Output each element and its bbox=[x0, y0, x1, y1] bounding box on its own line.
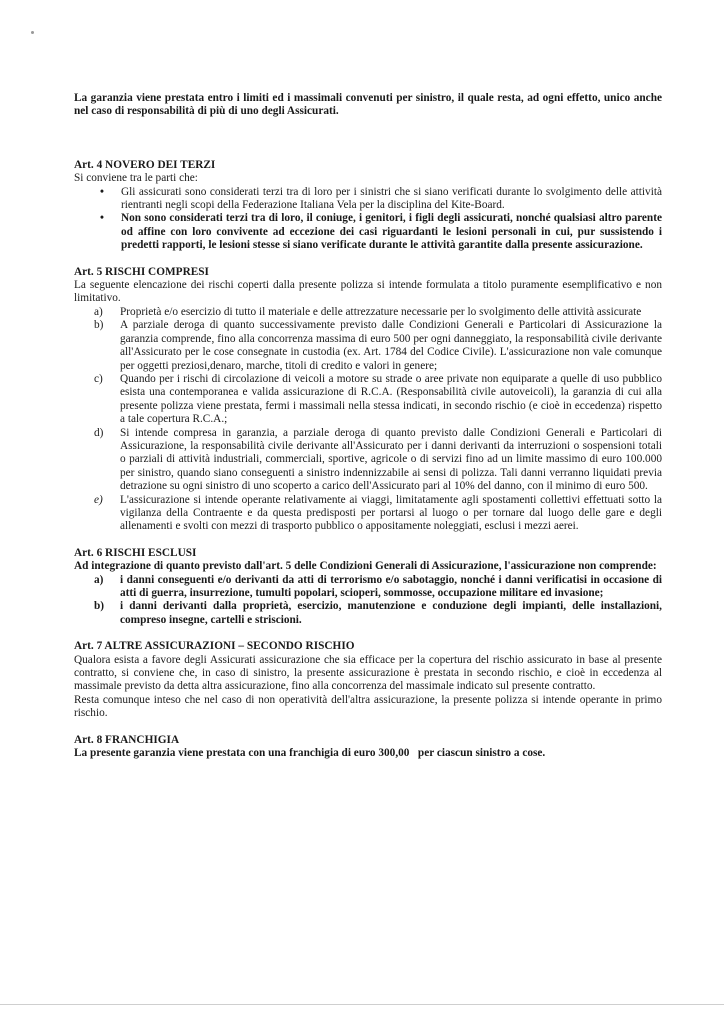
art4-bullet-text: Gli assicurati sono considerati terzi tra di loro per i sinistri che si siano verificati durante lo svolgimento delle attività rientranti negli scopi della Federazione Italiana Vela per la disciplina del Kite-Board. bbox=[121, 185, 662, 212]
bullet-icon: • bbox=[100, 212, 104, 225]
item-label: b) bbox=[94, 600, 105, 613]
item-label: b) bbox=[94, 319, 104, 332]
item-label: a) bbox=[94, 573, 104, 586]
art7-paragraph-2: Resta comunque inteso che nel caso di non operatività dell'altra assicurazione, la presente polizza si intende operante in primo rischio. bbox=[74, 693, 662, 720]
document-body bbox=[74, 92, 662, 760]
art4-bullet-list bbox=[74, 186, 662, 253]
art8-title: Art. 8 FRANCHIGIA bbox=[74, 733, 180, 746]
item-text: Quando per i rischi di circolazione di veicoli a motore su strade o aree private non equiparate a quelle di uso pubblico esista una contemporanea e valida assicurazione di R.C.A. (Responsabilità civile autoveicoli), la garanzia di cui alla presente polizza viene prestata, fermi i massimali nella stessa indicati, in secondo rischio (e cioè in eccedenza) rispetto a tale copertura R.C.A.; bbox=[120, 372, 662, 426]
item-label: a) bbox=[94, 305, 103, 318]
list-item bbox=[100, 186, 662, 213]
art7-paragraph-1: Qualora esista a favore degli Assicurati assicurazione che sia efficace per la copertura del rischio assicurato in base al presente contratto, si conviene che, in caso di sinistro, la presente assicurazione è prestata in secondo rischio, e cioè in eccedenza al massimale previsto da detta altra assicurazione, fino alla concorrenza del massimale indicato sul presente contratto. bbox=[74, 653, 662, 693]
art6-list bbox=[74, 574, 662, 628]
art5-list bbox=[74, 306, 662, 534]
item-text: Si intende compresa in garanzia, a parziale deroga di quanto previsto dalle Condizioni Generali e Particolari di Assicurazione, la responsabilità civile derivante all'Assicurato per i danni derivanti da interruzioni o sospensioni totali o parziali di attività industriali, commerciali, sportive, agricole o di servizi fino ad un limite massimo di euro 100.000 per sinistro, quando siano conseguenti a sinistro indennizzabile ai sensi di polizza. Tali danni verranno liquidati previa detrazione su ogni sinistro di uno scoperto a carico dell'Assicurato pari al 10% del danno, con il minimo di euro 500. bbox=[120, 426, 662, 493]
art6-title: Art. 6 RISCHI ESCLUSI bbox=[74, 546, 197, 559]
item-text: A parziale deroga di quanto successivamente previsto dalle Condizioni Generali e Particolari di Assicurazione la garanzia comprende, fino alla concorrenza massima di euro 500 per ogni danneggiato, la responsabilità civile derivante all'Assicurato per le cose consegnate in custodia (ex. Art. 1784 del Codice Civile). L'assicurazione non vale comunque per oggetti preziosi,denaro, marche, titoli di credito e valori in genere; bbox=[120, 319, 662, 372]
item-label: d) bbox=[94, 426, 104, 439]
item-label: c) bbox=[94, 372, 103, 385]
list-item bbox=[94, 494, 662, 534]
art4-lead: Si conviene tra le parti che: bbox=[74, 172, 198, 185]
item-text: i danni conseguenti e/o derivanti da atti di terrorismo e/o sabotaggio, nonché i danni verificatisi in occasione di atti di guerra, insurrezione, tumulti popolari, scioperi, sommosse, occupazione militare ed invasione; bbox=[120, 573, 662, 599]
art7-title: Art. 7 ALTRE ASSICURAZIONI – SECONDO RISCHIO bbox=[74, 640, 355, 653]
page-bottom-line bbox=[0, 1004, 724, 1005]
art6-section bbox=[74, 547, 662, 627]
art4-bullet-text: Non sono considerati terzi tra di loro, il coniuge, i genitori, i figli degli assicurati, nonché qualsiasi altro parente od affine con loro convivente ad eccezione dei casi riguardanti le lesioni personali in cui, pur sussistendo i predetti rapporti, le lesioni stesse si siano verificate durante le attività garantite dalla presente assicurazione. bbox=[121, 212, 662, 252]
item-text: L'assicurazione si intende operante relativamente ai viaggi, limitatamente agli spostamenti collettivi effettuati sotto la vigilanza della Contraente e da questa predisposti per portarsi al luogo o per tornare dal luogo delle gare e degli allenamenti e svolti con mezzi di trasporto pubblico o appositamente noleggiati, esclusi i mezzi aerei. bbox=[120, 493, 662, 533]
item-text: i danni derivanti dalla proprietà, esercizio, manutenzione e conduzione degli impianti, delle installazioni, compreso insegne, cartelli e striscioni. bbox=[120, 600, 662, 626]
list-item bbox=[94, 574, 662, 601]
item-label: e) bbox=[94, 493, 103, 506]
art5-section bbox=[74, 266, 662, 534]
list-item bbox=[94, 319, 662, 373]
art5-title: Art. 5 RISCHI COMPRESI bbox=[74, 265, 209, 278]
list-item bbox=[94, 427, 662, 494]
art6-lead: Ad integrazione di quanto previsto dall'art. 5 delle Condizioni Generali di Assicurazione, l'assicurazione non comprende: bbox=[74, 560, 657, 573]
art5-lead: La seguente elencazione dei rischi coperti dalla presente polizza si intende formulata a titolo puramente esemplificativo e non limitativo. bbox=[74, 279, 662, 305]
art8-text: La presente garanzia viene prestata con una franchigia di euro 300,00 per ciascun sinistro a cose. bbox=[74, 747, 546, 760]
list-item bbox=[94, 306, 662, 319]
intro-paragraph: La garanzia viene prestata entro i limiti ed i massimali convenuti per sinistro, il quale resta, ad ogni effetto, unico anche nel caso di responsabilità di più di uno degli Assicurati. bbox=[74, 92, 662, 118]
art7-section bbox=[74, 640, 662, 720]
list-item bbox=[94, 600, 662, 627]
bullet-icon: • bbox=[100, 185, 104, 198]
art4-section bbox=[74, 159, 662, 253]
list-item bbox=[94, 373, 662, 427]
art4-title: Art. 4 NOVERO DEI TERZI bbox=[74, 158, 216, 171]
art8-section bbox=[74, 734, 662, 761]
scan-speck bbox=[31, 31, 34, 34]
item-text: Proprietà e/o esercizio di tutto il materiale e delle attrezzature necessarie per lo svolgimento delle attività assicurate bbox=[120, 305, 642, 318]
list-item bbox=[100, 212, 662, 252]
